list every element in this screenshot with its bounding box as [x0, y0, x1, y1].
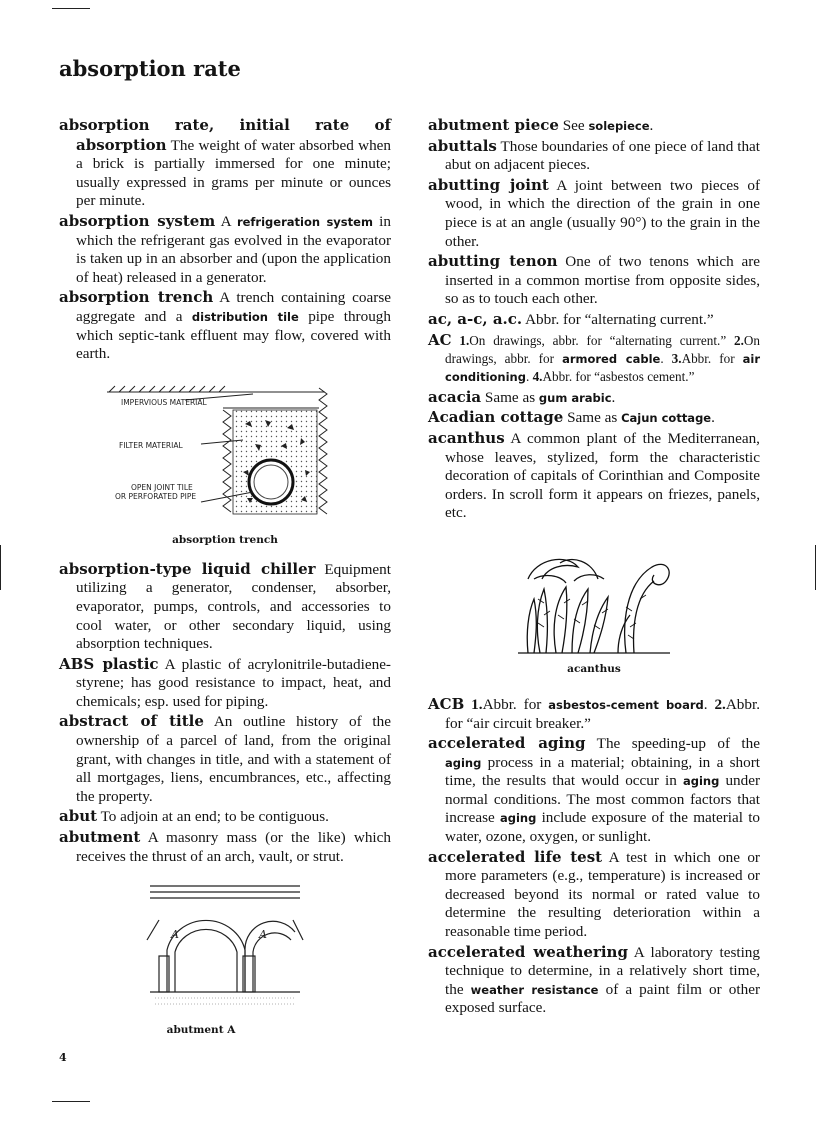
- label-impervious-material: IMPERVIOUS MATERIAL: [121, 397, 207, 407]
- entry-acadian-cottage: Acadian cottage Same as Cajun cottage.: [428, 408, 715, 427]
- cross-reference: aging: [445, 755, 482, 770]
- cross-reference: refrigeration system: [236, 214, 373, 229]
- headword: ACB: [428, 694, 465, 713]
- headword: ABS plastic: [59, 654, 159, 673]
- figure-caption: acanthus: [567, 662, 621, 675]
- entry-acacia: acacia Same as gum arabic.: [428, 387, 616, 406]
- entry-abs-plastic: ABS plastic A plastic of acrylonitrile-butadiene-styrene; has good resistance to impact, heat, and chemicals; esp. used for piping.: [59, 654, 391, 710]
- absorption-trench-illustration: [105, 380, 345, 530]
- headword: absorption trench: [59, 288, 214, 307]
- entry-ac: ac, a-c, a.c. Abbr. for “alternating current.”: [428, 309, 714, 328]
- headword: accelerated life test: [428, 847, 603, 866]
- headword: absorption-type liquid chiller: [59, 559, 316, 578]
- entry-absorption-system: absorption system A refrigeration system in which the refrigerant gas evolved in the evaporator is taken up in an absorber and (upon the application of heat) released in a generator.: [59, 211, 391, 286]
- crop-mark-bottom: [52, 1101, 90, 1102]
- entry-accelerated-life-test: accelerated life test A test in which one or more parameters (e.g., temperature) is increased or decreased beyond its normal or rated value to determine the resulting deterioration within a reasonable time period.: [428, 847, 760, 941]
- headword: ac, a-c, a.c.: [428, 309, 523, 328]
- cross-reference: Cajun cottage: [621, 411, 712, 426]
- entry-absorption-type-liquid-chiller: absorption-type liquid chiller Equipment utilizing a generator, condenser, absorber, evaporator, pumps, controls, and accessories to cool water, or other secondary liquid, using absorption techniques.: [59, 559, 391, 653]
- page-number: 4: [59, 1051, 67, 1064]
- entry-ACB: ACB 1.Abbr. for asbestos-cement board. 2.Abbr. for “air circuit breaker.”: [428, 694, 760, 732]
- headword: abut: [59, 807, 98, 826]
- entry-acanthus: acanthus A common plant of the Mediterranean, whose leaves, stylized, form the characteristic decoration of capitals of Corinthian and Composite orders. In scroll form it appears on friezes, panels, etc.: [428, 428, 760, 522]
- cross-reference: distribution tile: [191, 309, 299, 324]
- headword: acanthus: [428, 428, 505, 447]
- cross-reference: weather resistance: [470, 982, 599, 997]
- cross-reference: aging: [682, 774, 720, 789]
- headword: accelerated weathering: [428, 942, 628, 961]
- figure-acanthus: [428, 543, 760, 675]
- cross-reference: armored cable: [562, 351, 661, 366]
- entry-accelerated-weathering: accelerated weathering A laboratory testing technique to determine, in a relatively short time, the weather resistance of a paint film or other exposed surface.: [428, 942, 761, 1017]
- cross-reference: air conditioning: [445, 351, 761, 385]
- label-a-right: A: [259, 928, 267, 942]
- label-perforated-pipe: OR PERFORATED PIPE: [115, 491, 197, 501]
- entry-abuttals: abuttals Those boundaries of one piece of land that abut on adjacent pieces.: [428, 136, 760, 174]
- acanthus-illustration: [514, 543, 674, 659]
- entry-accelerated-aging: accelerated aging The speeding-up of the aging process in a material; obtaining, in a short time, the results that would occur in aging under normal conditions. The most common factors that increase aging include exposure of the material to water, ozone, oxygen, or sunlight.: [428, 734, 761, 846]
- left-column: [59, 116, 391, 1036]
- entry-absorption-trench: absorption trench A trench containing coarse aggregate and a distribution tile pipe through which septic-tank effluent may flow, covered with earth.: [59, 288, 391, 363]
- abutment-illustration: [145, 880, 305, 1020]
- headword: abstract of title: [59, 712, 204, 731]
- headword: abutment piece: [428, 116, 559, 134]
- cross-reference: asbestos-cement board: [548, 697, 704, 712]
- cross-reference: aging: [499, 811, 537, 826]
- entry-absorption-rate: [59, 116, 391, 211]
- definition: The weight of water absorbed when a brick is partially immersed for one minute; usually expressed in grams per minute or ounces per minute.: [76, 136, 391, 210]
- running-head: absorption rate: [59, 56, 241, 81]
- label-a-left: A: [171, 928, 179, 942]
- headword: abutting joint: [428, 175, 549, 194]
- right-column: [428, 116, 760, 1019]
- cross-reference: solepiece: [588, 119, 650, 133]
- entry-abutment: abutment A masonry mass (or the like) which receives the thrust of an arch, vault, or strut.: [59, 828, 391, 865]
- figure-abutment: [59, 880, 391, 1036]
- headword: Acadian cottage: [428, 408, 564, 427]
- label-open-joint-tile: OPEN JOINT TILE: [131, 482, 193, 492]
- headword: absorption system: [59, 211, 216, 230]
- headword: abutting tenon: [428, 252, 558, 271]
- crop-mark-top: [52, 8, 90, 9]
- figure-absorption-trench: [59, 380, 391, 546]
- label-filter-material: FILTER MATERIAL: [119, 440, 183, 450]
- figure-caption: absorption trench: [172, 533, 278, 546]
- entry-abutting-tenon: abutting tenon One of two tenons which are inserted in a common mortise from opposite sides, so as to touch each other.: [428, 252, 761, 308]
- headword: accelerated aging: [428, 734, 586, 753]
- figure-caption: abutment A: [166, 1024, 236, 1037]
- entry-abutment-piece: abutment piece See solepiece.: [428, 116, 654, 134]
- entry-abutting-joint: abutting joint A joint between two pieces of wood, in which the direction of the grain in one piece is at an angle (usually 90°) to the grain in the other.: [428, 175, 761, 250]
- headword: AC: [428, 330, 452, 349]
- entry-abstract-of-title: abstract of title An outline history of the ownership of a parcel of land, from the original grant, with changes in title, and with a statement of all mortgages, liens, encumbrances, etc., affecting the property.: [59, 712, 391, 805]
- headword: acacia: [428, 387, 482, 406]
- cross-reference: gum arabic: [538, 390, 612, 405]
- entry-abut: abut To adjoin at an end; to be contiguous.: [59, 807, 329, 826]
- headword: abuttals: [428, 136, 497, 155]
- entry-AC: AC 1.On drawings, abbr. for “alternating current.” 2.On drawings, abbr. for armored cable. 3.Abbr. for air conditioning. 4.Abbr. for “asbestos cement.”: [428, 330, 761, 385]
- headword: abutment: [59, 828, 141, 847]
- crop-mark-left: [0, 545, 1, 590]
- headword: absorption rate, initial rate of absorption: [59, 116, 391, 154]
